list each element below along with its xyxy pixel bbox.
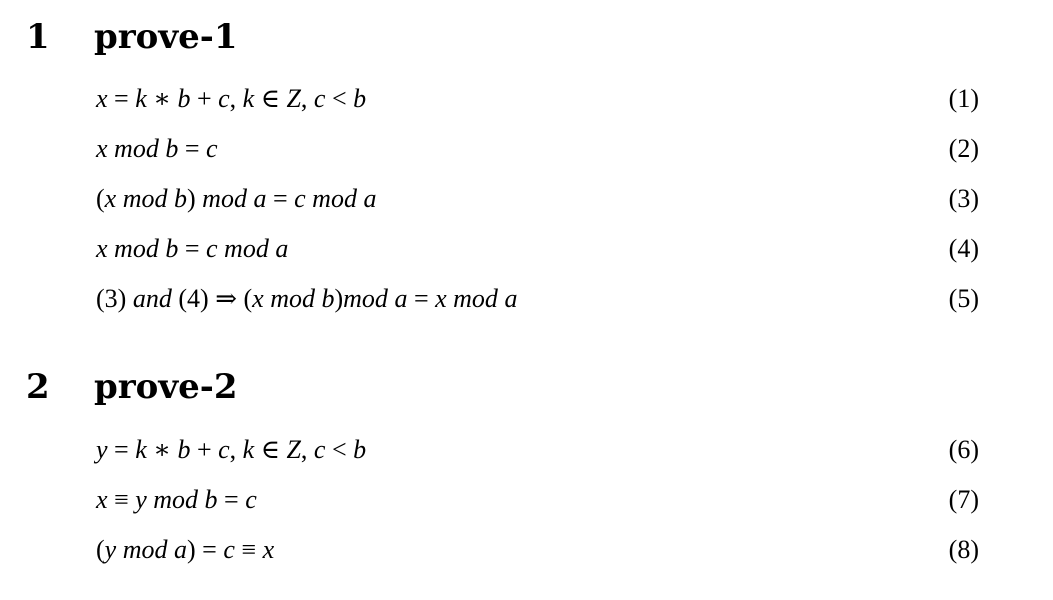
section-1-number: 1	[26, 17, 50, 57]
equation-6: y = k ∗ b + c, k ∈ Z, c < b	[96, 435, 367, 464]
equation-1: x = k ∗ b + c, k ∈ Z, c < b	[96, 84, 367, 113]
section-1-title: prove-1	[94, 17, 238, 57]
equation-2: x mod b = c	[96, 134, 218, 163]
equation-7: x ≡ y mod b = c	[96, 485, 257, 514]
equation-5: (3) and (4) ⇒ (x mod b)mod a = x mod a	[96, 284, 518, 313]
equation-8-number: (8)	[948, 535, 979, 564]
equation-4-number: (4)	[948, 234, 979, 263]
equation-4: x mod b = c mod a	[96, 234, 289, 263]
equation-8: (y mod a) = c ≡ x	[96, 535, 275, 564]
equation-5-number: (5)	[948, 284, 979, 313]
equation-3: (x mod b) mod a = c mod a	[96, 184, 377, 213]
equation-3-number: (3)	[948, 184, 979, 213]
equation-6-number: (6)	[948, 435, 979, 464]
section-2-number: 2	[26, 367, 50, 407]
equation-7-number: (7)	[948, 485, 979, 514]
section-2-title: prove-2	[94, 367, 238, 407]
equation-2-number: (2)	[948, 134, 979, 163]
equation-1-number: (1)	[948, 84, 979, 113]
